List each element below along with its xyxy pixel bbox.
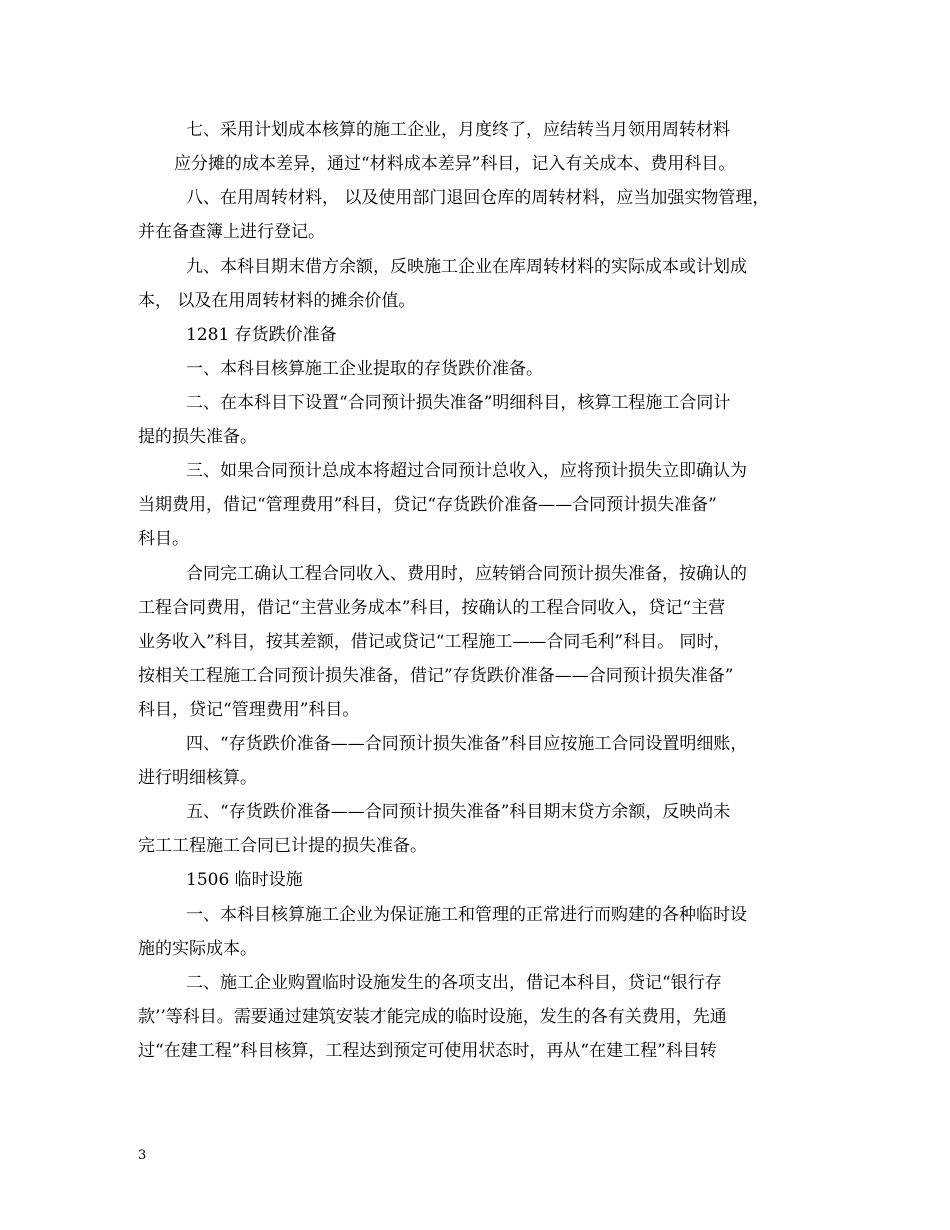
- text-line: 五、“存货跌价准备——合同预计损失准备”科目期末贷方余额，反映尚未: [186, 802, 731, 822]
- text-line: 施的实际成本。: [138, 939, 257, 959]
- text-line: 当期费用，借记“管理费用”科目，贷记“存货跌价准备——合同预计损失准备”: [138, 495, 717, 515]
- text-line: 完工工程施工合同已计提的损失准备。: [138, 836, 427, 856]
- text-line: 并在备查簿上进行登记。: [138, 222, 325, 242]
- section-heading: 1281 存货跌价准备: [186, 325, 337, 345]
- text-line: 进行明细核算。: [138, 768, 257, 788]
- text-line: 二、施工企业购置临时设施发生的各项支出，借记本科目，贷记“银行存: [186, 973, 722, 993]
- text-line: 过“在建工程”科目核算，工程达到预定可使用状态时，再从“在建工程”科目转: [138, 1041, 717, 1061]
- text-line: 九、本科目期末借方余额，反映施工企业在库周转材料的实际成本或计划成: [186, 257, 747, 277]
- text-line: 一、本科目核算施工企业提取的存货跌价准备。: [186, 359, 543, 379]
- section-heading: 1506 临时设施: [186, 870, 303, 890]
- text-line: 八、在用周转材料， 以及使用部门退回仓库的周转材料，应当加强实物管理，: [186, 188, 770, 208]
- text-line: 四、“存货跌价准备——合同预计损失准备”科目应按施工合同设置明细账，: [186, 734, 748, 754]
- text-line: 本， 以及在用周转材料的摊余价值。: [138, 291, 416, 311]
- text-line: 合同完工确认工程合同收入、费用时，应转销合同预计损失准备，按确认的: [186, 564, 747, 584]
- text-line: 应分摊的成本差异，通过“材料成本差异”科目，记入有关成本、费用科目。: [174, 154, 736, 174]
- text-line: 七、采用计划成本核算的施工企业，月度终了，应结转当月领用周转材料: [186, 120, 730, 140]
- text-line: 科目。: [138, 529, 189, 549]
- text-line: 工程合同费用，借记“主营业务成本”科目，按确认的工程合同收入，贷记“主营: [138, 598, 726, 618]
- text-line: 三、如果合同预计总成本将超过合同预计总收入，应将预计损失立即确认为: [186, 461, 747, 481]
- text-line: 一、本科目核算施工企业为保证施工和管理的正常进行而购建的各种临时设: [186, 905, 747, 925]
- page-number: 3: [138, 1148, 147, 1163]
- text-line: 科目，贷记“管理费用”科目。: [138, 700, 360, 720]
- text-line: 提的损失准备。: [138, 427, 257, 447]
- text-line: 二、在本科目下设置“合同预计损失准备”明细科目，核算工程施工合同计: [186, 393, 731, 413]
- text-line: 款’’等科目。需要通过建筑安装才能完成的临时设施，发生的各有关费用，先通: [138, 1007, 727, 1027]
- text-line: 按相关工程施工合同预计损失准备，借记”存货跌价准备——合同预计损失准备”: [138, 666, 734, 686]
- text-line: 业务收入”科目，按其差额，借记或贷记“工程施工——合同毛利”科目。 同时，: [138, 632, 731, 652]
